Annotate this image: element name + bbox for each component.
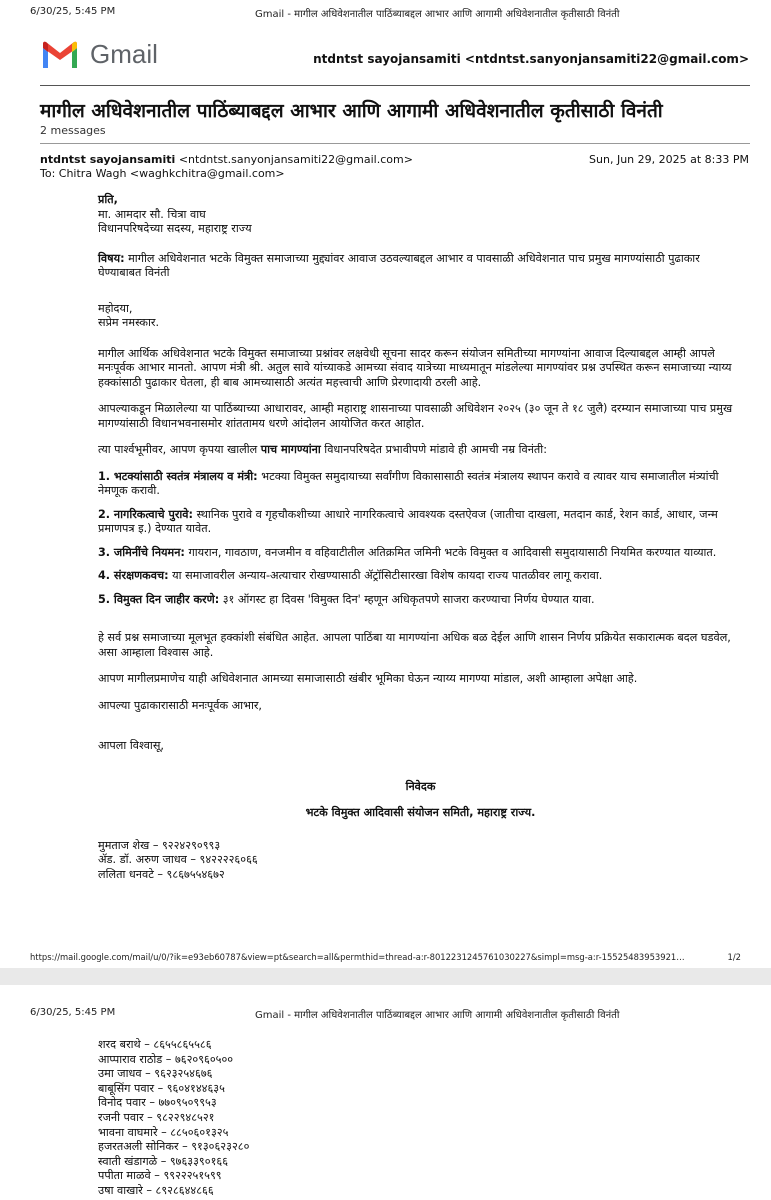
paragraph-3: त्या पार्श्वभूमीवर, आपण कृपया खालील पाच मागण्यांना विधानपरिषदेत प्रभावीपणे मांडावे ही आमची नम्र विनंती: (98, 443, 547, 456)
thread-divider (40, 143, 750, 144)
demand-item: 4. संरक्षणकवच: या समाजावरील अन्याय-अत्याचार रोखण्यासाठी ॲट्रॉसिटीसारखा विशेष कायदा राज्य पातळीवर लागू करावा. (98, 569, 603, 582)
gmail-m-icon (40, 40, 80, 70)
gmail-wordmark: Gmail (90, 39, 158, 69)
print-header (0, 6, 771, 20)
account-identity: ntdntst sayojansamiti <ntdntst.sanyonjansamiti22@gmail.com> (313, 52, 749, 66)
closing: आपला विश्वासू, (98, 739, 164, 752)
salutation-prati: प्रति, (98, 193, 118, 206)
contact-line: शरद बराथे – ८६५५८६५५८६ (98, 1038, 212, 1051)
contact-line: ललिता धनवटे – ९८६७५५४६७२ (98, 867, 225, 881)
contact-line: ॲड. डॉ. अरुण जाधव – ९४२२२२६०६६ (98, 853, 258, 866)
sender-name: ntdntst sayojansamiti (40, 153, 176, 166)
message-count: 2 messages (40, 124, 106, 137)
demand-item: 5. विमुक्त दिन जाहीर करणे: ३१ ऑगस्ट हा दिवस 'विमुक्त दिन' म्हणून अधिकृतपणे साजरा करण्याचा निर्णय घेण्यात यावा. (98, 592, 595, 606)
contact-line: उमा जाधव – ९६२३२५४६७६ (98, 1067, 213, 1081)
subject-text: मागील अधिवेशनात भटके विमुक्त समाजाच्या मुद्द्यांवर आवाज उठवल्याबद्दल आभार व पावसाळी अधिवेशनात पाच प्रमुख मागण्यांसाठी पुढाकार घेण्याबाबत विनंती (98, 251, 700, 279)
header-divider (40, 85, 750, 86)
contact-line: पपीता माळवे – ९९२२२५१५९९ (98, 1169, 222, 1183)
demand-item: 2. नागरिकत्वाचे पुरावे: स्थानिक पुरावे व गृहचौकशीच्या आधारे नागरिकत्वाचे आवश्यक दस्तऐवज (जातीचा दाखला, मतदान कार्ड, रेशन कार्ड, आधार, जन्म प्रमाणपत्र इ.) देण्यात यावेत. (98, 507, 718, 535)
message-body (98, 193, 743, 882)
print-header (0, 1007, 771, 1021)
print-footer-page: 1/2 (727, 952, 741, 962)
greeting-1: महोदया, (98, 301, 133, 315)
print-title: Gmail - मागील अधिवेशनातील पाठिंब्याबद्दल आभार आणि आगामी अधिवेशनातील कृतीसाठी विनंती (255, 1010, 620, 1021)
message-sender (40, 153, 413, 166)
paragraph-1: मागील आर्थिक अधिवेशनात भटके विमुक्त समाजाच्या प्रश्नांवर लक्षवेधी सूचना सादर करून संयोजन समितीच्या मागण्यांना आवाज दिल्याबद्दल आम्ही आपले मनःपूर्वक आभार मानतो. आपण मंत्री श्री. अतुल सावे यांच्याकडे आमच्या संवाद यात्रेच्या माध्यमातून मांडलेल्या मागण्यांवर प्रश्न उपस्थित करून समाजाच्या न्याय्य हक्कांसाठी पुढाकार घेतला, ही बाब आमच्यासाठी अत्यंत महत्त्वाची आणि प्रेरणादायी ठरली आहे. (98, 346, 732, 389)
paragraph-5: आपण मागीलप्रमाणेच याही अधिवेशनात आमच्या समाजासाठी खंबीर भूमिका घेऊन न्याय्य मागण्या मांडाल, अशी आम्हाला अपेक्षा आहे. (98, 672, 638, 685)
demand-item: 3. जमिनींचे नियमन: गायरान, गावठाण, वनजमीन व वहिवाटीतील अतिक्रमित जमिनी भटके विमुक्त व आदिवासी समुदायासाठी नियमित करण्यात याव्यात. (98, 545, 717, 559)
print-title: Gmail - मागील अधिवेशनातील पाठिंब्याबद्दल आभार आणि आगामी अधिवेशनातील कृतीसाठी विनंती (255, 9, 620, 20)
subject-label: विषय: (98, 251, 125, 265)
sender-email: <ntdntst.sanyonjansamiti22@gmail.com> (178, 153, 413, 166)
address-line-2: विधानपरिषदेच्या सदस्य, महाराष्ट्र राज्य (98, 222, 252, 235)
five-demands-highlight: पाच मागण्यांना (260, 443, 321, 456)
contact-line: बाबूसिंग पवार – ९६०४१४४६३५ (98, 1081, 225, 1095)
contact-line: उषा वाखारे – ८९२८६४४८६६ (98, 1183, 214, 1197)
contact-line: रजनी पवार – ९८२२९४८५२१ (98, 1110, 215, 1124)
contact-line: स्वाती खंडागळे – ९७६३३९०१६६ (98, 1154, 229, 1168)
organization-name: भटके विमुक्त आदिवासी संयोजन समिती, महाराष्ट्र राज्य. (305, 806, 536, 819)
address-line-1: मा. आमदार सौ. चित्रा वाघ (98, 207, 206, 221)
contact-line: आप्पाराव राठोड – ७६२०९६०५०० (98, 1052, 234, 1066)
contact-line: भावना वाघमारे – ८८५०६०१३२५ (98, 1125, 229, 1139)
print-timestamp: 6/30/25, 5:45 PM (30, 1007, 116, 1018)
print-timestamp: 6/30/25, 5:45 PM (30, 6, 116, 17)
contact-list-continued (98, 1038, 249, 1199)
thread-subject: मागील अधिवेशनातील पाठिंब्याबद्दल आभार आणि आगामी अधिवेशनातील कृतीसाठी विनंती (40, 100, 663, 122)
paragraph-6: आपल्या पुढाकारासाठी मनःपूर्वक आभार, (98, 698, 262, 712)
subject-line (98, 252, 743, 281)
paragraph-2: आपल्याकडून मिळालेल्या या पाठिंब्याच्या आधारावर, आम्ही महाराष्ट्र शासनाच्या पावसाळी अधिवेशन २०२५ (३० जून ते १८ जुलै) दरम्यान समाजाच्या पाच प्रमुख मागण्यांसाठी विधानभवनासमोर शांततामय धरणे आंदोलन आयोजित करत आहोत. (98, 402, 733, 430)
print-footer-url: https://mail.google.com/mail/u/0/?ik=e93eb60787&view=pt&search=all&permthid=thread-a:r-8012231245761030227&simpl=msg-a:r-15525483953921… (30, 952, 685, 962)
message-date: Sun, Jun 29, 2025 at 8:33 PM (589, 153, 749, 166)
demand-item: 1. भटक्यांसाठी स्वतंत्र मंत्रालय व मंत्री: भटक्या विमुक्त समुदायाच्या सर्वांगीण विकासासाठी स्वतंत्र मंत्रालय स्थापन करावे व त्यावर याच समाजातील मंत्र्यांची नेमणूक करावी. (98, 469, 719, 497)
contact-line: हजरतअली सोनिकर – ९१३०६२३२८० (98, 1140, 250, 1154)
contact-line: मुमताज शेख – ९२२४२९०९९३ (98, 838, 221, 852)
nivedak-heading: निवेदक (405, 779, 436, 793)
contact-line: विनोद पवार – ७७०९५०९९५३ (98, 1096, 217, 1110)
page-separator (0, 968, 771, 985)
greeting-2: सप्रेम नमस्कार. (98, 316, 160, 329)
message-recipient: To: Chitra Wagh <waghkchitra@gmail.com> (40, 167, 285, 180)
paragraph-4: हे सर्व प्रश्न समाजाच्या मूलभूत हक्कांशी संबंधित आहेत. आपला पाठिंबा या मागण्यांना अधिक बळ देईल आणि शासन निर्णय प्रक्रियेत सकारात्मक बदल घडवेल, असा आम्हाला विश्वास आहे. (98, 631, 731, 659)
